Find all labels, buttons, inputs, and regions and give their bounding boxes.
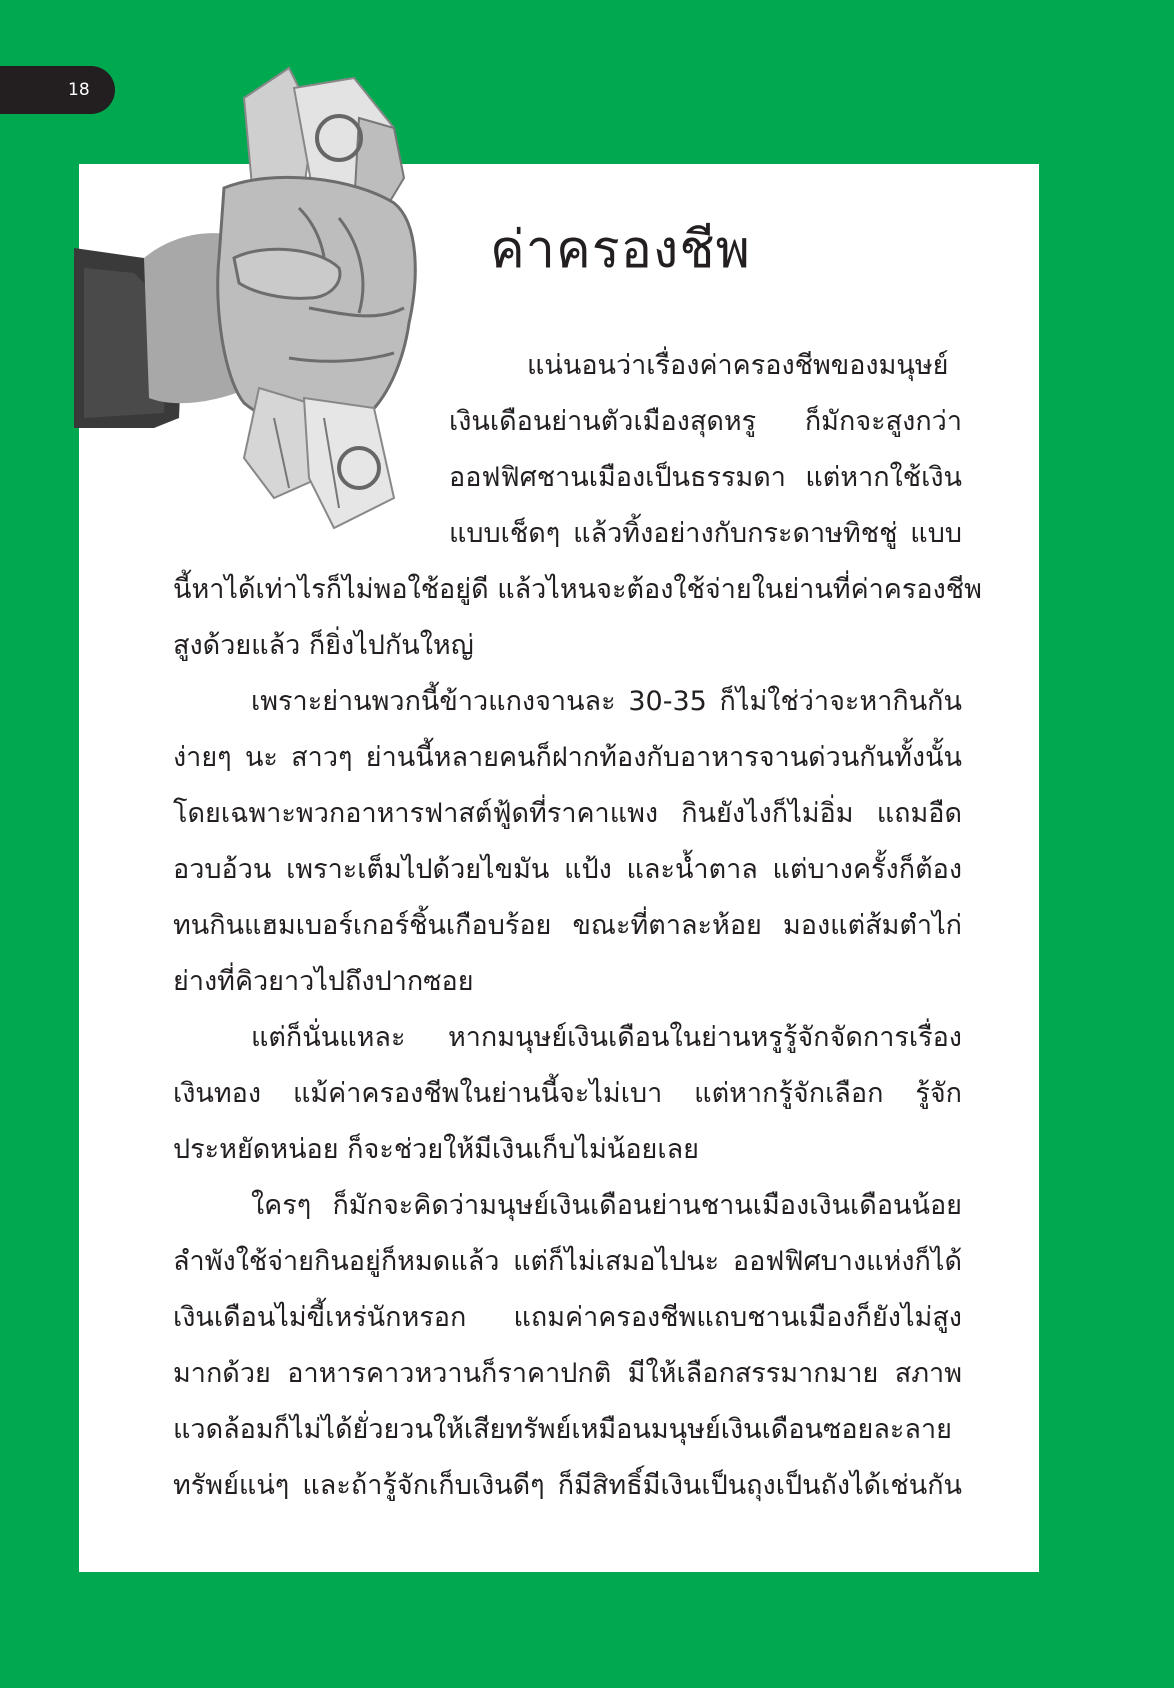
body-line: เพราะย่านพวกนี้ข้าวแกงจานละ 30-35 ก็ไม่ใช่ว่าจะหากินกัน	[251, 686, 962, 717]
body-line: เงินเดือนย่านตัวเมืองสุดหรู ก็มักจะสูงกว่า	[449, 406, 962, 437]
body-line: ออฟฟิศชานเมืองเป็นธรรมดา แต่หากใช้เงิน	[449, 462, 962, 493]
article-title: ค่าครองชีพ	[490, 220, 751, 280]
body-line: แต่ก็นั่นแหละ หากมนุษย์เงินเดือนในย่านหรูรู้จักจัดการเรื่อง	[251, 1022, 962, 1053]
page-number: 18	[68, 80, 90, 100]
body-line: แน่นอนว่าเรื่องค่าครองชีพของมนุษย์	[527, 350, 949, 381]
body-line: แวดล้อมก็ไม่ได้ยั่วยวนให้เสียทรัพย์เหมือนมนุษย์เงินเดือนซอยละลาย	[173, 1414, 952, 1445]
body-line: ง่ายๆ นะ สาวๆ ย่านนี้หลายคนก็ฝากท้องกับอาหารจานด่วนกันทั้งนั้น	[173, 742, 962, 773]
body-line: ใครๆ ก็มักจะคิดว่ามนุษย์เงินเดือนย่านชานเมืองเงินเดือนน้อย	[251, 1190, 962, 1221]
body-line: มากด้วย อาหารคาวหวานก็ราคาปกติ มีให้เลือกสรรมากมาย สภาพ	[173, 1358, 962, 1389]
body-line: อวบอ้วน เพราะเต็มไปด้วยไขมัน แป้ง และน้ำตาล แต่บางครั้งก็ต้อง	[173, 854, 962, 885]
fist-with-money-illustration	[74, 58, 454, 548]
body-line: ทนกินแฮมเบอร์เกอร์ชิ้นเกือบร้อย ขณะที่ตาละห้อย มองแต่ส้มตำไก่	[173, 910, 962, 941]
body-line: ประหยัดหน่อย ก็จะช่วยให้มีเงินเก็บไม่น้อยเลย	[173, 1134, 699, 1165]
body-line: ย่างที่คิวยาวไปถึงปากซอย	[173, 966, 474, 997]
body-line: แบบเช็ดๆ แล้วทิ้งอย่างกับกระดาษทิชชู่ แบบ	[449, 518, 962, 549]
body-line: นี้หาได้เท่าไรก็ไม่พอใช้อยู่ดี แล้วไหนจะต้องใช้จ่ายในย่านที่ค่าครองชีพ	[173, 574, 982, 605]
body-line: ลำพังใช้จ่ายกินอยู่ก็หมดแล้ว แต่ก็ไม่เสมอไปนะ ออฟฟิศบางแห่งก็ได้	[173, 1246, 962, 1277]
body-line: โดยเฉพาะพวกอาหารฟาสต์ฟู้ดที่ราคาแพง กินยังไงก็ไม่อิ่ม แถมอืด	[173, 798, 962, 829]
body-line: สูงด้วยแล้ว ก็ยิ่งไปกันใหญ่	[173, 630, 474, 661]
body-line: ทรัพย์แน่ๆ และถ้ารู้จักเก็บเงินดีๆ ก็มีสิทธิ์มีเงินเป็นถุงเป็นถังได้เช่นกัน	[173, 1470, 962, 1501]
body-line: เงินทอง แม้ค่าครองชีพในย่านนี้จะไม่เบา แต่หากรู้จักเลือก รู้จัก	[173, 1078, 962, 1109]
body-line: เงินเดือนไม่ขี้เหร่นักหรอก แถมค่าครองชีพแถบชานเมืองก็ยังไม่สูง	[173, 1302, 962, 1333]
